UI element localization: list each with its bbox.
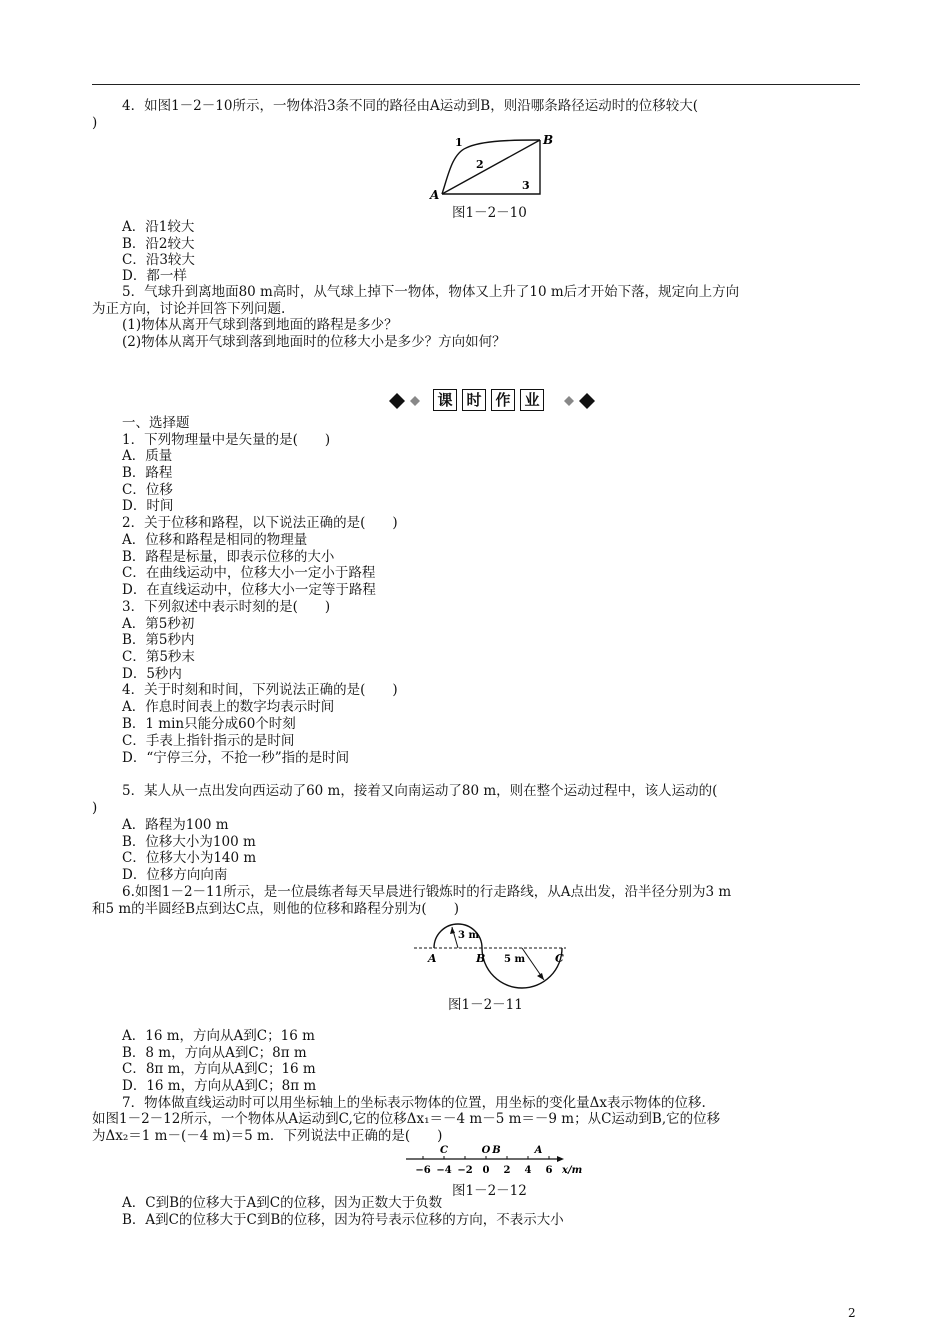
mc3-stem: 3．下列叙述中表示时刻的是( ) bbox=[122, 599, 331, 615]
axis-point-label: C bbox=[440, 1145, 448, 1156]
mc5-option-d: D．位移方向向南 bbox=[122, 867, 228, 883]
figure-1-2-11 bbox=[412, 918, 572, 990]
axis-tick-label: −6 bbox=[415, 1165, 431, 1176]
q4-stem-line1: 4．如图1－2－10所示，一物体沿3条不同的路径由A运动到B，则沿哪条路径运动时的位移较大( bbox=[122, 98, 698, 114]
section-banner bbox=[389, 389, 595, 413]
mc4-option-c: C．手表上指针指示的是时间 bbox=[122, 733, 295, 749]
mc5-option-a: A．路程为100 m bbox=[122, 817, 229, 833]
mc6-option-a: A．16 m，方向从A到C；16 m bbox=[122, 1028, 315, 1044]
mc7-stem-line3: 为Δx₂＝1 m－(－4 m)＝5 m．下列说法中正确的是( ) bbox=[92, 1128, 443, 1144]
mc7-option-a: A．C到B的位移大于A到C的位移，因为正数大于负数 bbox=[122, 1195, 443, 1211]
axis-tick-label: 6 bbox=[545, 1165, 553, 1176]
page-number: 2 bbox=[848, 1306, 856, 1320]
axis-point-label: B bbox=[492, 1145, 501, 1156]
axis-arrow bbox=[557, 1156, 564, 1162]
mc3-option-a: A．第5秒初 bbox=[122, 616, 195, 632]
banner-right-diamonds bbox=[551, 392, 595, 410]
mc7-option-b: B．A到C的位移大于C到B的位移，因为符号表示位移的方向，不表示大小 bbox=[122, 1212, 564, 1228]
mc2-option-b: B．路程是标量，即表示位移的大小 bbox=[122, 549, 335, 565]
mc4-option-d: D．“宁停三分，不抢一秒”指的是时间 bbox=[122, 750, 350, 766]
q5-sub1: (1)物体从离开气球到落到地面的路程是多少？ bbox=[122, 317, 398, 333]
q5-stem-line1: 5．气球升到离地面80 m高时，从气球上掉下一物体，物体又上升了10 m后才开始下落，规定向上方向 bbox=[122, 284, 740, 300]
mc4-option-a: A．作息时间表上的数字均表示时间 bbox=[122, 699, 335, 715]
mc4-stem: 4．关于时刻和时间，下列说法正确的是( ) bbox=[122, 682, 398, 698]
mc2-option-c: C．在曲线运动中，位移大小一定小于路程 bbox=[122, 565, 376, 581]
q5-stem-line2: 为正方向，讨论并回答下列问题. bbox=[92, 301, 286, 317]
mc6-option-b: B．8 m，方向从A到C；8π m bbox=[122, 1045, 307, 1061]
axis-tick-label: 4 bbox=[524, 1165, 532, 1176]
axis-tick-label: −4 bbox=[436, 1165, 452, 1176]
mc6-stem-line1: 6.如图1－2－11所示，是一位晨练者每天早晨进行锻炼时的行走路线，从A点出发，沿半径分别为3 m bbox=[122, 884, 732, 900]
radius-label-5m: 5 m bbox=[504, 954, 526, 965]
banner-char-1: 课 bbox=[433, 389, 457, 411]
label-b: B bbox=[543, 133, 554, 147]
banner-char-3: 作 bbox=[491, 389, 515, 411]
mc2-stem: 2．关于位移和路程，以下说法正确的是( ) bbox=[122, 515, 398, 531]
mc7-stem-line2: 如图1－2－12所示，一个物体从A运动到C,它的位移Δx₁＝－4 m－5 m＝－9 m；从C运动到B,它的位移 bbox=[92, 1111, 721, 1127]
axis-tick-label: 0 bbox=[482, 1165, 490, 1176]
mc3-option-c: C．第5秒末 bbox=[122, 649, 195, 665]
mc6-option-d: D．16 m，方向从A到C；8π m bbox=[122, 1078, 317, 1094]
axis-tick-label: −2 bbox=[457, 1165, 473, 1176]
axis-point-label: O bbox=[481, 1145, 491, 1156]
label-c: C bbox=[555, 952, 564, 965]
q4-stem-line2: ) bbox=[92, 115, 98, 131]
q4-option-a: A．沿1较大 bbox=[122, 219, 195, 235]
figure-1-2-10 bbox=[426, 132, 556, 202]
label-a: A bbox=[428, 952, 437, 965]
header-rule bbox=[92, 84, 860, 85]
figure-caption-1-2-10: 图1－2－10 bbox=[452, 205, 527, 221]
figure-1-2-12 bbox=[404, 1143, 588, 1177]
q5-sub2: (2)物体从离开气球到落到地面时的位移大小是多少？方向如何？ bbox=[122, 334, 506, 350]
banner-left-diamonds bbox=[389, 392, 433, 410]
figure-caption-1-2-11: 图1－2－11 bbox=[448, 997, 523, 1013]
label-a: A bbox=[430, 188, 440, 202]
banner-char-4: 业 bbox=[520, 389, 544, 411]
mc5-option-b: B．位移大小为100 m bbox=[122, 834, 256, 850]
path-2-label: 2 bbox=[476, 158, 484, 171]
mc1-option-b: B．路程 bbox=[122, 465, 173, 481]
label-b: B bbox=[476, 952, 486, 965]
mc6-stem-line2: 和5 m的半圆经B点到达C点，则他的位移和路程分别为( ) bbox=[92, 901, 459, 917]
mc4-option-b: B．1 min只能分成60个时刻 bbox=[122, 716, 296, 732]
mc1-stem: 1．下列物理量中是矢量的是( ) bbox=[122, 432, 331, 448]
mc2-option-d: D．在直线运动中，位移大小一定等于路程 bbox=[122, 582, 376, 598]
figure-caption-1-2-12: 图1－2－12 bbox=[452, 1183, 527, 1199]
radius-label-3m: 3 m bbox=[458, 930, 480, 941]
q4-option-d: D．都一样 bbox=[122, 268, 187, 284]
mc1-option-a: A．质量 bbox=[122, 448, 173, 464]
q4-option-b: B．沿2较大 bbox=[122, 236, 195, 252]
mc3-option-b: B．第5秒内 bbox=[122, 632, 195, 648]
mc5-stem-line2: ) bbox=[92, 800, 98, 816]
section-title: 一、选择题 bbox=[122, 415, 190, 431]
mc1-option-d: D．时间 bbox=[122, 498, 174, 514]
banner-char-2: 时 bbox=[462, 389, 486, 411]
path-3-label: 3 bbox=[522, 179, 530, 192]
axis-tick-label: 2 bbox=[503, 1165, 511, 1176]
mc7-stem-line1: 7．物体做直线运动时可以用坐标轴上的坐标表示物体的位置，用坐标的变化量Δx表示物体的位移. bbox=[122, 1095, 706, 1111]
mc6-option-c: C．8π m，方向从A到C；16 m bbox=[122, 1061, 316, 1077]
path-1-label: 1 bbox=[455, 136, 463, 149]
mc5-option-c: C．位移大小为140 m bbox=[122, 850, 257, 866]
axis-label: x/m bbox=[562, 1165, 583, 1176]
mc5-stem-line1: 5．某人从一点出发向西运动了60 m，接着又向南运动了80 m，则在整个运动过程中，该人运动的( bbox=[122, 783, 718, 799]
mc2-option-a: A．位移和路程是相同的物理量 bbox=[122, 532, 308, 548]
axis-point-label: A bbox=[534, 1145, 543, 1156]
mc3-option-d: D．5秒内 bbox=[122, 666, 182, 682]
q4-option-c: C．沿3较大 bbox=[122, 252, 195, 268]
mc1-option-c: C．位移 bbox=[122, 482, 173, 498]
